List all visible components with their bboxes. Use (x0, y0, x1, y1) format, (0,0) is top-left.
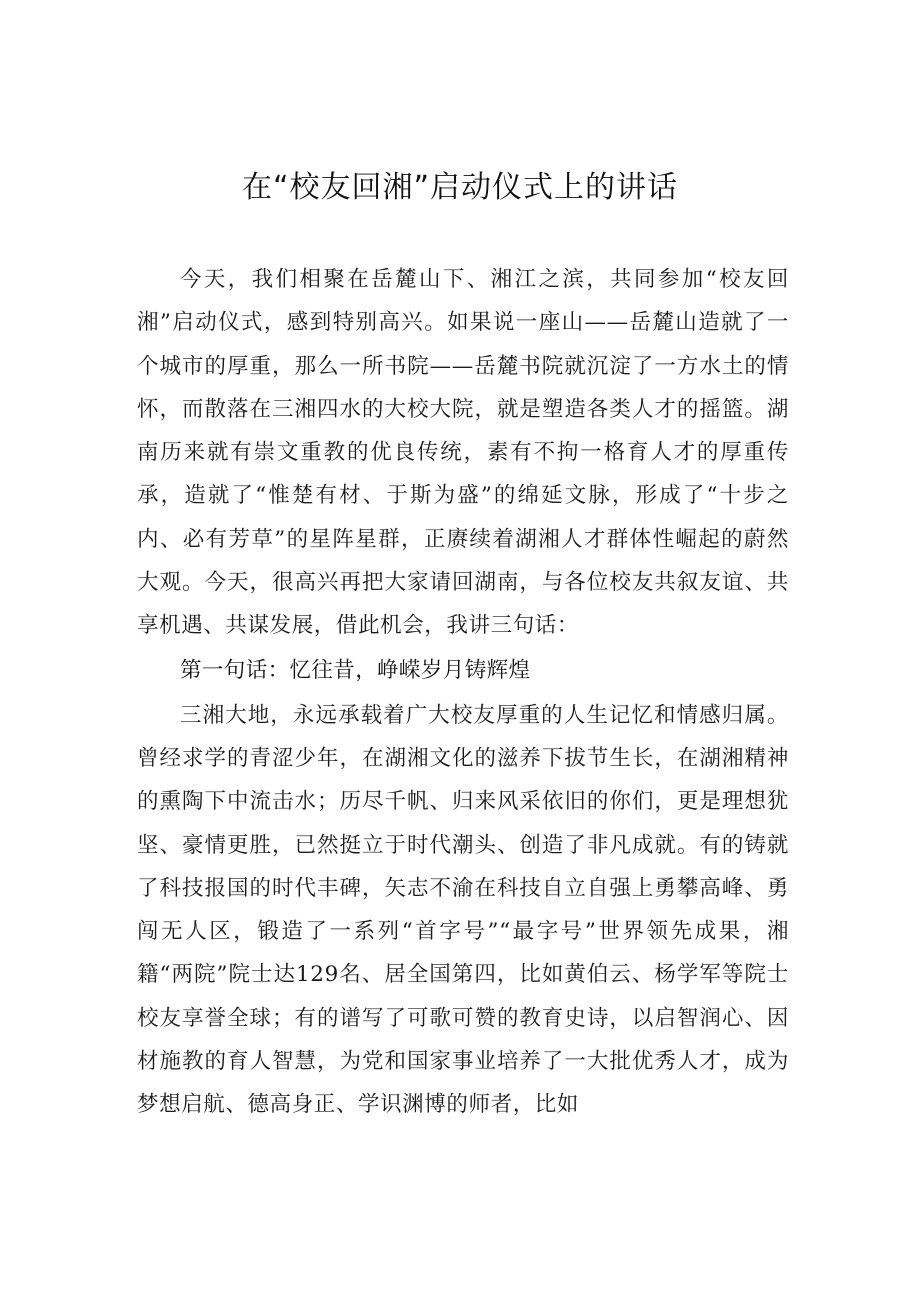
section-paragraph: 三湘大地，永远承载着广大校友厚重的人生记忆和情感归属。曾经求学的青涩少年，在湖湘文化的滋养下拔节生长，在湖湘精神的熏陶下中流击水；历尽千帆、归来风采依旧的你们，更是理想犹坚、豪情更胜，已然挺立于时代潮头、创造了非凡成就。有的铸就了科技报国的时代丰碑，矢志不渝在科技自立自强上勇攀高峰、勇闯无人区，锻造了一系列“首字号”“最字号”世界领先成果，湘籍“两院”院士达129名、居全国第四，比如黄伯云、杨学军等院士校友享誉全球；有的谱写了可歌可赞的教育史诗，以启智润心、因材施教的育人智慧，为党和国家事业培养了一大批优秀人才，成为梦想启航、德高身正、学识渊博的师者，比如 (137, 702, 789, 1118)
document-body (137, 258, 789, 1127)
document-title: 在“校友回湘”启动仪式上的讲话 (241, 170, 679, 205)
section-heading: 第一句话：忆往昔，峥嵘岁月铸辉煌 (180, 657, 531, 683)
intro-paragraph: 今天，我们相聚在岳麓山下、湘江之滨，共同参加“校友回湘”启动仪式，感到特别高兴。如果说一座山——岳麓山造就了一个城市的厚重，那么一所书院——岳麓书院就沉淀了一方水土的情怀，而散落在三湘四水的大校大院，就是塑造各类人才的摇篮。湖南历来就有崇文重教的优良传统，素有不拘一格育人才的厚重传承，造就了“惟楚有材、于斯为盛”的绵延文脉，形成了“十步之内、必有芳草”的星阵星群，正赓续着湖湘人才群体性崛起的蔚然大观。今天，很高兴再把大家请回湖南，与各位校友共叙友谊、共享机遇、共谋发展，借此机会，我讲三句话： (137, 267, 789, 639)
